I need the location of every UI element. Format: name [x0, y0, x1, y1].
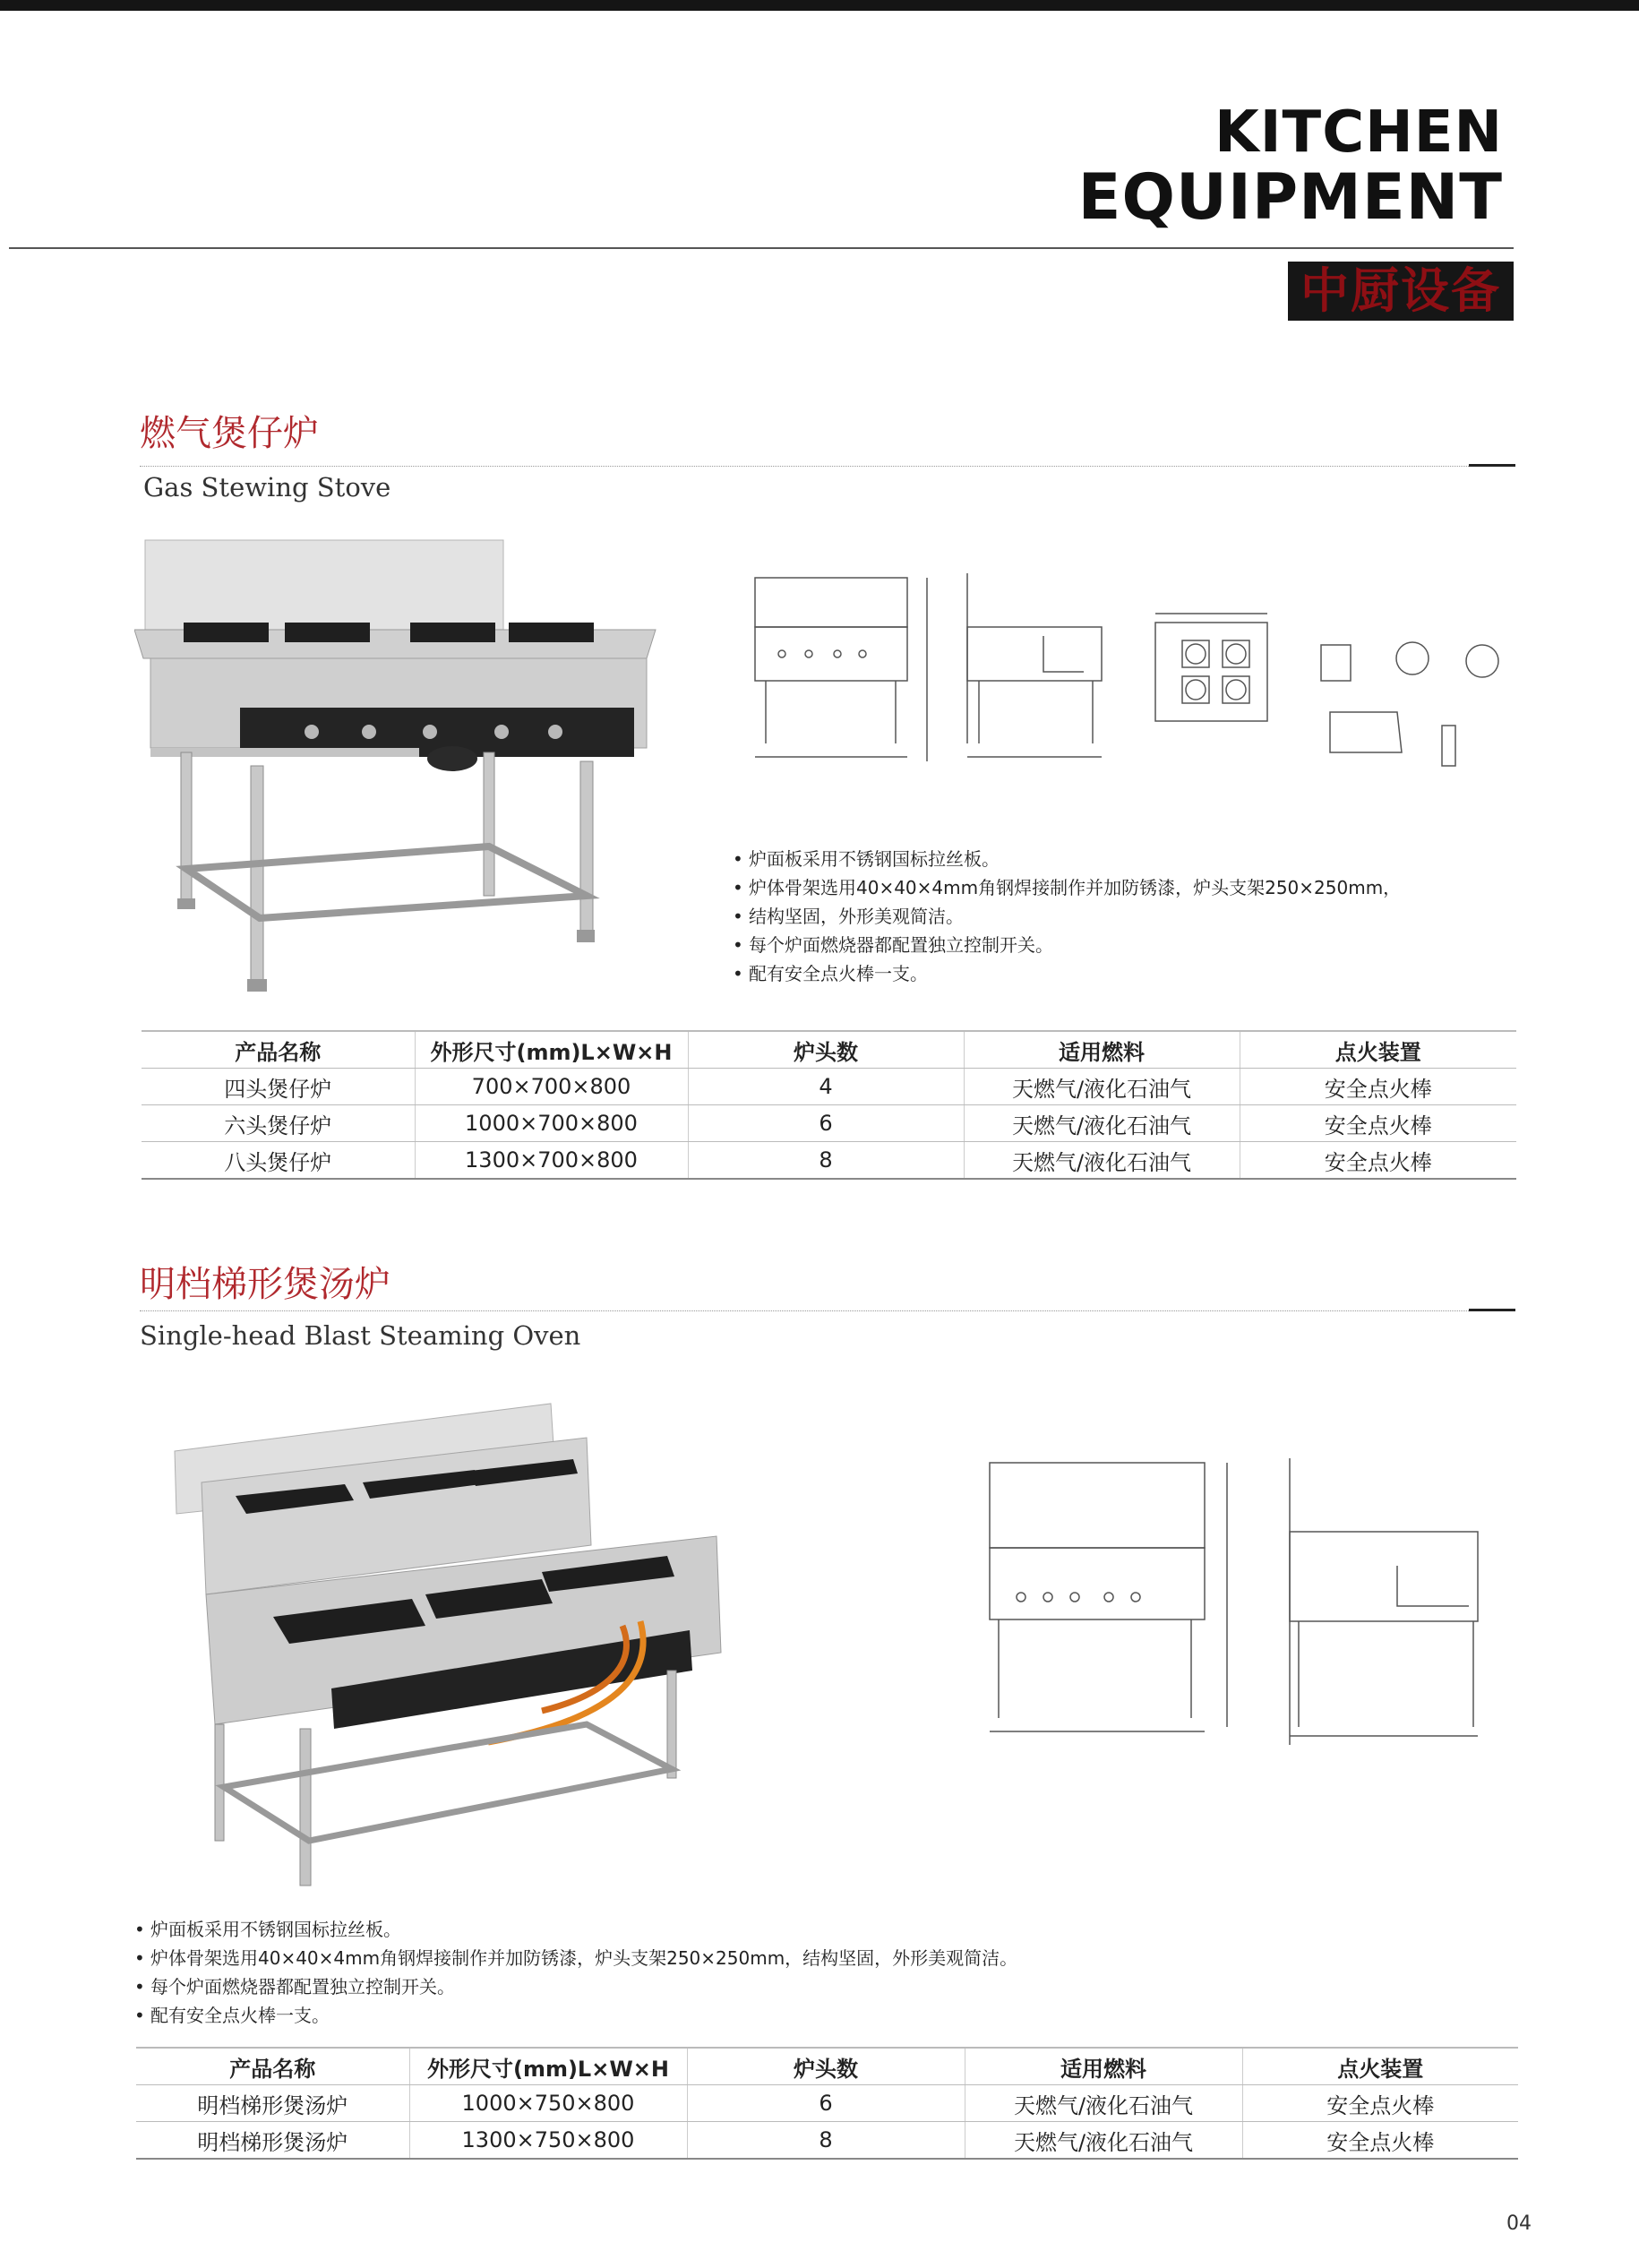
- section1-feature: • 每个炉面燃烧器都配置独立控制开关。: [733, 931, 1539, 959]
- table-cell: 天燃气/液化石油气: [965, 2122, 1242, 2160]
- table-cell: 天燃气/液化石油气: [964, 1142, 1240, 1180]
- brand-title-line1: KITCHEN: [1214, 99, 1503, 166]
- column-header: 适用燃料: [964, 1031, 1240, 1069]
- section2-feature: • 配有安全点火棒一支。: [134, 2001, 1209, 2030]
- section1-rule: [140, 466, 1515, 468]
- column-header: 外形尺寸(mm)L×W×H: [409, 2048, 687, 2085]
- section1-feature: • 炉面板采用不锈钢国标拉丝板。: [733, 845, 1539, 873]
- column-header: 炉头数: [687, 2048, 965, 2085]
- table-cell: 1000×750×800: [409, 2085, 687, 2122]
- steaming-oven-photo: [166, 1402, 730, 1903]
- table-cell: 6: [687, 2085, 965, 2122]
- section1-title-cn: 燃气煲仔炉: [140, 413, 319, 454]
- gas-stewing-stove-photo: [134, 533, 663, 1017]
- section1-spec-table: [142, 1030, 1516, 1180]
- section2-feature: • 每个炉面燃烧器都配置独立控制开关。: [134, 1972, 1209, 2001]
- table-cell: 700×700×800: [415, 1069, 688, 1105]
- section2-rule-mark: [1469, 1309, 1515, 1311]
- column-header: 炉头数: [688, 1031, 964, 1069]
- section2-title-cn: 明档梯形煲汤炉: [140, 1264, 390, 1305]
- section1-title-en: Gas Stewing Stove: [143, 472, 391, 503]
- section1-rule-mark: [1469, 464, 1515, 467]
- table-cell: 安全点火棒: [1240, 1069, 1516, 1105]
- top-bar: [0, 0, 1639, 11]
- table-row: [142, 1105, 1516, 1142]
- table-cell: 1300×700×800: [415, 1142, 688, 1180]
- section2-feature: • 炉体骨架选用40×40×4mm角钢焊接制作并加防锈漆，炉头支架250×250mm，结构坚固，外形美观简洁。: [134, 1944, 1209, 1972]
- table-cell: 安全点火棒: [1240, 1105, 1516, 1142]
- table-cell: 8: [687, 2122, 965, 2160]
- table-cell: 八头煲仔炉: [142, 1142, 415, 1180]
- table-cell: 天燃气/液化石油气: [964, 1105, 1240, 1142]
- column-header: 外形尺寸(mm)L×W×H: [415, 1031, 688, 1069]
- table-cell: 四头煲仔炉: [142, 1069, 415, 1105]
- table-cell: 1000×700×800: [415, 1105, 688, 1142]
- section1-feature: • 炉体骨架选用40×40×4mm角钢焊接制作并加防锈漆，炉头支架250×250mm，: [733, 873, 1539, 902]
- table-cell: 六头煲仔炉: [142, 1105, 415, 1142]
- table-cell: 天燃气/液化石油气: [964, 1069, 1240, 1105]
- column-header: 点火装置: [1240, 1031, 1516, 1069]
- gas-stewing-stove-drawings: [739, 564, 1527, 770]
- table-cell: 天燃气/液化石油气: [965, 2085, 1242, 2122]
- section1-feature: • 配有安全点火棒一支。: [733, 959, 1539, 988]
- section2-rule: [140, 1310, 1515, 1312]
- column-header: 适用燃料: [965, 2048, 1242, 2085]
- section2-feature-list: [134, 1915, 1209, 2030]
- page-number: 04: [1506, 2212, 1532, 2235]
- table-header-row: [142, 1031, 1516, 1069]
- column-header: 产品名称: [142, 1031, 415, 1069]
- cn-category-badge: 中厨设备: [1288, 262, 1514, 321]
- table-cell: 4: [688, 1069, 964, 1105]
- brand-title-line2: EQUIPMENT: [1077, 160, 1503, 234]
- brand-title: [1077, 99, 1503, 234]
- steaming-oven-drawings: [949, 1449, 1505, 1772]
- table-cell: 1300×750×800: [409, 2122, 687, 2160]
- section2-feature: • 炉面板采用不锈钢国标拉丝板。: [134, 1915, 1209, 1944]
- table-cell: 安全点火棒: [1242, 2085, 1518, 2122]
- table-cell: 8: [688, 1142, 964, 1180]
- table-row: [142, 1142, 1516, 1180]
- section1-feature-list: [733, 845, 1539, 988]
- table-row: [136, 2085, 1518, 2122]
- table-header-row: [136, 2048, 1518, 2085]
- header-divider: [9, 247, 1514, 249]
- section1-feature: • 结构坚固，外形美观简洁。: [733, 902, 1539, 931]
- section2-title-en: Single-head Blast Steaming Oven: [140, 1320, 581, 1351]
- table-cell: 安全点火棒: [1242, 2122, 1518, 2160]
- section2-spec-table: [136, 2047, 1518, 2160]
- table-row: [142, 1069, 1516, 1105]
- column-header: 产品名称: [136, 2048, 409, 2085]
- table-cell: 明档梯形煲汤炉: [136, 2085, 409, 2122]
- table-row: [136, 2122, 1518, 2160]
- column-header: 点火装置: [1242, 2048, 1518, 2085]
- table-cell: 明档梯形煲汤炉: [136, 2122, 409, 2160]
- table-cell: 安全点火棒: [1240, 1142, 1516, 1180]
- table-cell: 6: [688, 1105, 964, 1142]
